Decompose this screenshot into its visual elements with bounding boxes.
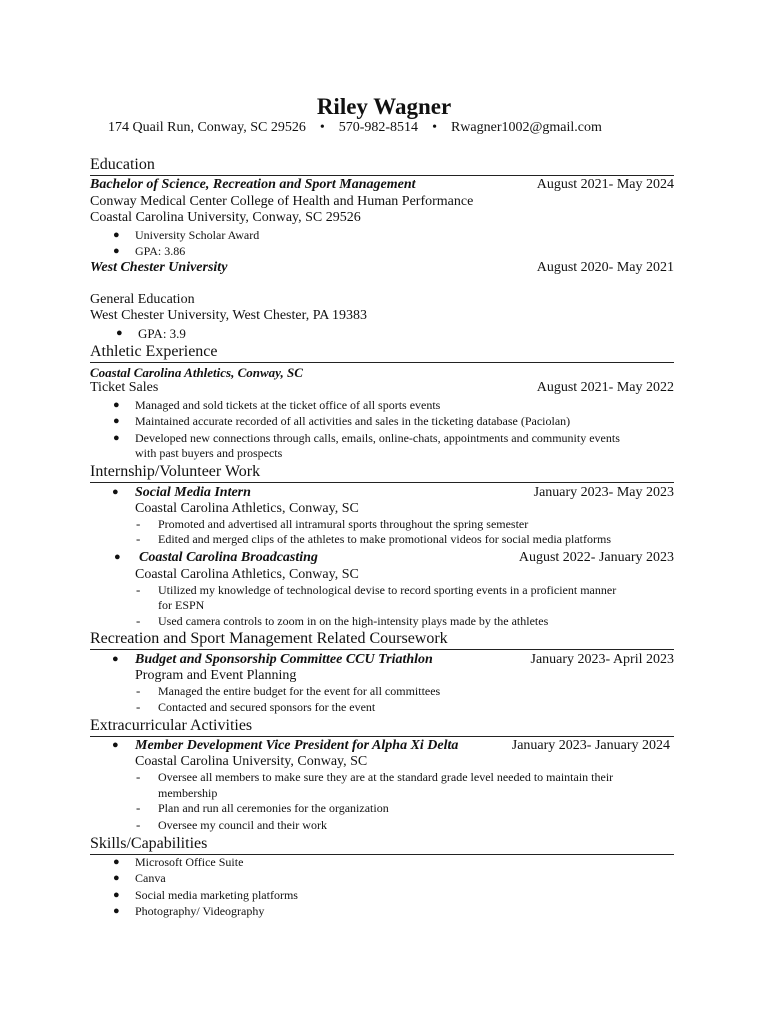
extracurricular-dates: January 2023- January 2024: [511, 738, 670, 753]
internship-1-dates: January 2023- May 2023: [533, 485, 674, 500]
degree-1-college: Conway Medical Center College of Health and Human Performance: [90, 194, 474, 209]
coursework-course: Program and Event Planning: [135, 668, 297, 683]
bullet-icon: ●: [113, 399, 120, 411]
list-item: ● Maintained accurate recorded of all activities and sales in the ticketing database (Paciolan): [113, 414, 571, 428]
dash-icon: -: [136, 699, 141, 714]
athletic-dates: August 2021- May 2022: [536, 380, 674, 395]
phone: 570-982-8514: [338, 120, 419, 135]
list-item: ● GPA: 3.9: [116, 326, 186, 341]
dash-icon: -: [136, 531, 141, 546]
degree-1-dates: August 2021- May 2024: [536, 177, 674, 192]
section-heading-athletic: Athletic Experience: [90, 343, 674, 363]
separator: •: [319, 120, 325, 135]
degree-2-dates: August 2020- May 2021: [536, 260, 674, 275]
dash-icon: -: [136, 769, 141, 784]
bullet-icon: ●: [113, 245, 120, 257]
list-item: - Oversee my council and their work: [136, 817, 327, 832]
dash-icon: -: [136, 613, 141, 628]
dash-icon: -: [136, 800, 141, 815]
extracurricular-title: Member Development Vice President for Alpha Xi Delta: [135, 738, 459, 753]
list-item: ● Microsoft Office Suite: [113, 855, 244, 869]
degree-1-title: Bachelor of Science, Recreation and Sport Management: [90, 177, 416, 192]
list-item: ● Managed and sold tickets at the ticket office of all sports events: [113, 398, 441, 412]
section-heading-education: Education: [90, 156, 674, 176]
degree-2-program: General Education: [90, 292, 195, 307]
list-item-continuation: with past buyers and prospects: [135, 446, 283, 460]
degree-1-row: [90, 176, 674, 193]
coursework-title: Budget and Sponsorship Committee CCU Triathlon: [135, 652, 433, 667]
list-item-continuation: for ESPN: [158, 598, 205, 612]
bullet-icon: ●: [113, 432, 120, 444]
address: 174 Quail Run, Conway, SC 29526: [108, 120, 306, 135]
bullet-icon: ●: [113, 229, 120, 241]
bullet-icon: ●: [113, 872, 120, 884]
internship-1-org: Coastal Carolina Athletics, Conway, SC: [135, 501, 359, 516]
bullet-icon: ●: [112, 653, 119, 665]
list-item: - Used camera controls to zoom in on the high-intensity plays made by the athletes: [136, 613, 549, 628]
internship-1-title: Social Media Intern: [135, 485, 251, 500]
athletic-org: Coastal Carolina Athletics, Conway, SC: [90, 365, 303, 380]
section-heading-internship: Internship/Volunteer Work: [90, 463, 674, 483]
list-item-continuation: membership: [158, 786, 218, 800]
athletic-role: Ticket Sales: [90, 380, 159, 395]
list-item: - Utilized my knowledge of technological devise to record sporting events in a proficient manner: [136, 582, 617, 597]
list-item: ● Photography/ Videography: [113, 904, 265, 918]
dash-icon: -: [136, 582, 141, 597]
bullet-icon: ●: [113, 905, 120, 917]
section-heading-coursework: Recreation and Sport Management Related Coursework: [90, 630, 674, 650]
list-item: - Managed the entire budget for the event for all committees: [136, 683, 441, 698]
degree-2-row: [90, 259, 674, 276]
internship-2-dates: August 2022- January 2023: [518, 550, 674, 565]
list-item: - Contacted and secured sponsors for the event: [136, 699, 376, 714]
list-item: - Oversee all members to make sure they are at the standard grade level needed to maintain their: [136, 769, 614, 784]
list-item: ● University Scholar Award: [113, 228, 260, 242]
list-item: ● GPA: 3.86: [113, 244, 186, 258]
candidate-name: Riley Wagner: [316, 94, 452, 119]
dash-icon: -: [136, 516, 141, 531]
bullet-icon: ●: [112, 486, 119, 498]
degree-2-title: West Chester University: [90, 260, 228, 275]
list-item: - Promoted and advertised all intramural sports throughout the spring semester: [136, 516, 529, 531]
list-item: - Edited and merged clips of the athletes to make promotional videos for social media platforms: [136, 531, 611, 546]
bullet-icon: ●: [114, 551, 121, 563]
athletic-role-row: [90, 379, 674, 396]
list-item: ● Developed new connections through calls, emails, online-chats, appointments and community events: [113, 431, 620, 445]
bullet-icon: ●: [112, 739, 119, 751]
extracurricular-org: Coastal Carolina University, Conway, SC: [135, 754, 368, 769]
dash-icon: -: [136, 683, 141, 698]
degree-2-school: West Chester University, West Chester, PA 19383: [90, 308, 368, 323]
dash-icon: -: [136, 817, 141, 832]
bullet-icon: ●: [113, 889, 120, 901]
list-item: ● Social media marketing platforms: [113, 888, 298, 902]
bullet-icon: ●: [113, 415, 120, 427]
internship-2-org: Coastal Carolina Athletics, Conway, SC: [135, 567, 359, 582]
bullet-icon: ●: [116, 327, 123, 339]
list-item: - Plan and run all ceremonies for the organization: [136, 800, 389, 815]
coursework-dates: January 2023- April 2023: [530, 652, 674, 667]
degree-1-school: Coastal Carolina University, Conway, SC 29526: [90, 210, 361, 225]
contact-line: [108, 119, 602, 137]
section-heading-skills: Skills/Capabilities: [90, 835, 674, 855]
section-heading-extracurricular: Extracurricular Activities: [90, 717, 674, 737]
email: Rwagner1002@gmail.com: [450, 120, 602, 135]
bullet-icon: ●: [113, 856, 120, 868]
list-item: ● Canva: [113, 871, 166, 885]
separator: •: [432, 120, 437, 135]
internship-2-title: Coastal Carolina Broadcasting: [139, 550, 318, 565]
